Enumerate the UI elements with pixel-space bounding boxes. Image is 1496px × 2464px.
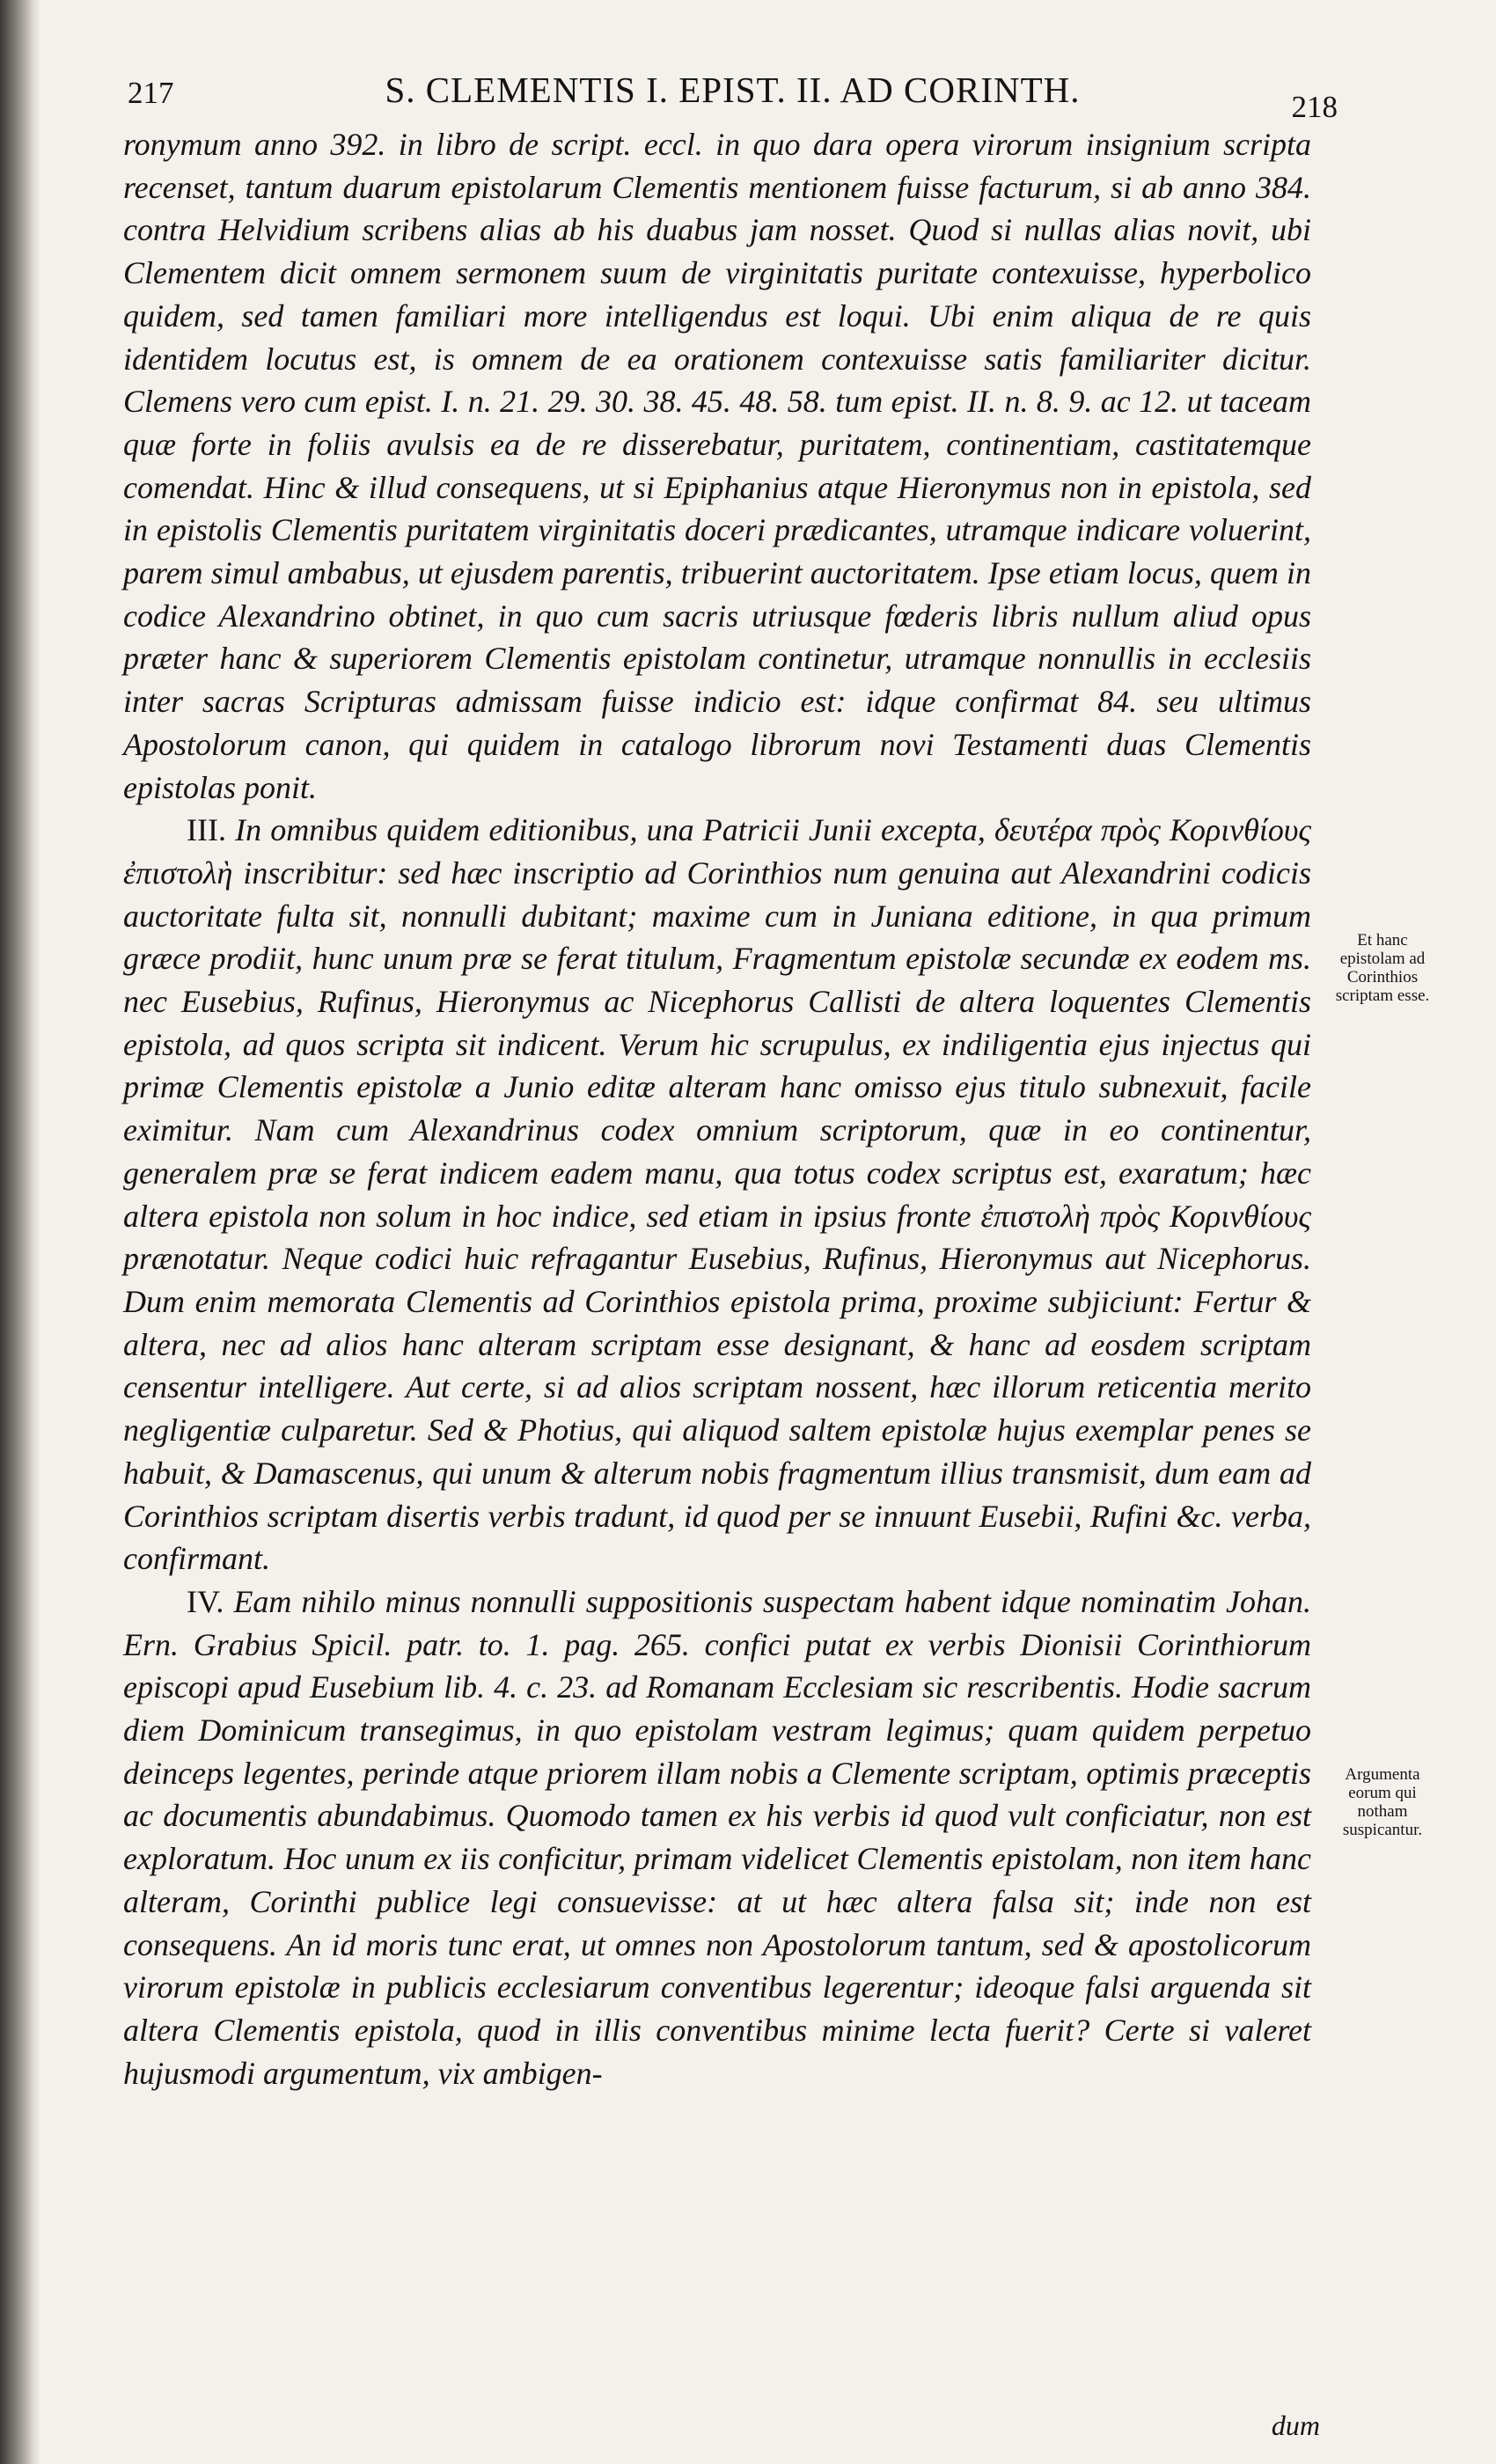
main-text	[123, 123, 1311, 2094]
section-number: III.	[187, 812, 226, 848]
paragraph-continuation	[123, 123, 1311, 809]
paragraph-text: ronymum anno 392. in libro de script. eccl. in quo dara opera virorum insignium scripta recenset, tantum duarum epistolarum Clementis mentionem fuisse facturum, si ab anno 384. contra Helvidium scribens alias ab his duabus jam nosset. Quod si nullas alias novit, ubi Clementem dicit omnem sermonem suum de virginitatis puritate contexuisse, hyperbolico quidem, sed tamen familiari more intelligendus est loqui. Ubi enim aliqua de re quis identidem locutus est, is omnem de ea orationem contexuisse satis familiariter dicitur. Clemens vero cum epist. I. n. 21. 29. 30. 38. 45. 48. 58. tum epist. II. n. 8. 9. ac 12. ut taceam quæ forte in foliis avulsis ea de re disserebatur, puritatem, continentiam, castitatemque comendat. Hinc & illud consequens, ut si Epiphanius atque Hieronymus non in epistola, sed in epistolis Clementis puritatem virginitatis doceri prædicantes, utramque indicare voluerint, parem simul ambabus, ut ejusdem parentis, tribuerint auctoritatem. Ipse etiam locus, quem in codice Alexandrino obtinet, in quo cum sacris utriusque fœderis libris nullum aliud opus præter hanc & superiorem Clementis epistolam continetur, utramque nonnullis in ecclesiis inter sacras Scripturas admissam fuisse indicio est: idque confirmat 84. seu ultimus Apostolorum canon, qui quidem in catalogo librorum novi Testamenti duas Clementis epistolas ponit.	[123, 127, 1311, 805]
page-number-left: 217	[128, 76, 174, 110]
catchword: dum	[1271, 2409, 1320, 2441]
paragraph-section-3	[123, 809, 1311, 1580]
running-title: S. CLEMENTIS I. EPIST. II. AD CORINTH.	[385, 70, 1081, 110]
book-gutter-shadow	[0, 0, 40, 2464]
paragraph-section-4	[123, 1580, 1311, 2094]
section-number: IV.	[187, 1583, 224, 1619]
margin-note: Argumenta eorum qui notham suspicantur.	[1342, 1765, 1423, 1839]
paragraph-text: Eam nihilo minus nonnulli suppositionis suspectam habent idque nominatim Johan. Ern. Grabius Spicil. patr. to. 1. pag. 265. confici putat ex verbis Dionisii Corinthiorum episcopi apud Eusebium lib. 4. c. 23. ad Romanam Ecclesiam sic rescribentis. Hodie sacrum diem Dominicum transegimus, in quo epistolam vestram legimus; quam quidem perpetuo deinceps legentes, perinde atque priorem illam nobis a Clemente scriptam, optimis præceptis ac documentis abundabimus. Quomodo tamen ex his verbis id quod vult conficiatur, non est exploratum. Hoc unum ex iis conficitur, primam videlicet Clementis epistolam, non item hanc alteram, Corinthi publice legi consuevisse: at ut hæc altera falsa sit; inde non est consequens. An id moris tunc erat, ut omnes non Apostolorum tantum, sed & apostolicorum virorum epistolæ in publicis ecclesiarum conventibus legerentur; ideoque falsi arguenda sit altera Clementis epistola, quod in illis conventibus minime lecta fuerit? Certe si valeret hujusmodi argumentum, vix ambigen-	[123, 1583, 1312, 2091]
margin-note: Et hanc epistolam ad Corinthios scriptam esse.	[1335, 931, 1430, 1005]
paragraph-text: In omnibus quidem editionibus, una Patricii Junii excepta, δευτέρα πρὸς Κορινθίους ἐπιστολὴ inscribitur: sed hæc inscriptio ad Corinthios num genuina aut Alexandrini codicis auctoritate fulta sit, nonnulli dubitant; maxime cum in Juniana editione, in qua primum græce prodiit, hunc unum præ se ferat titulum, Fragmentum epistolæ secundæ ex eodem ms. nec Eusebius, Rufinus, Hieronymus ac Nicephorus Callisti de altera loquentes Clementis epistola, ad quos scripta sit indicent. Verum hic scrupulus, ex indiligentia ejus injectus qui primæ Clementis epistolæ a Junio editæ alteram hanc omisso ejus titulo subnexuit, facile eximitur. Nam cum Alexandrinus codex omnium scriptorum, quæ in eo continentur, generalem præ se ferat indicem eadem manu, qua totus codex scriptus est, exaratum; hæc altera epistola non solum in hoc indice, sed etiam in ipsius fronte ἐπιστολὴ πρὸς Κορινθίους prænotatur. Neque codici huic refragantur Eusebius, Rufinus, Hieronymus aut Nicephorus. Dum enim memorata Clementis ad Corinthios epistola prima, proxime subjiciunt: Fertur & altera, nec ad alios hanc alteram scriptam esse designant, & hanc ad eosdem scriptam censentur intelligere. Aut certe, si ad alios scriptam nossent, hæc illorum reticentia merito negligentiæ culparetur. Sed & Photius, qui aliquod saltem epistolæ hujus exemplar penes se habuit, & Damascenus, qui unum & alterum nobis fragmentum illius transmisit, dum eam ad Corinthios scriptam disertis verbis tradunt, id quod per se innuunt Eusebii, Rufini &c. verba, confirmant.	[123, 812, 1311, 1577]
page-header	[128, 69, 1338, 124]
page-number-right: 218	[1291, 90, 1338, 124]
